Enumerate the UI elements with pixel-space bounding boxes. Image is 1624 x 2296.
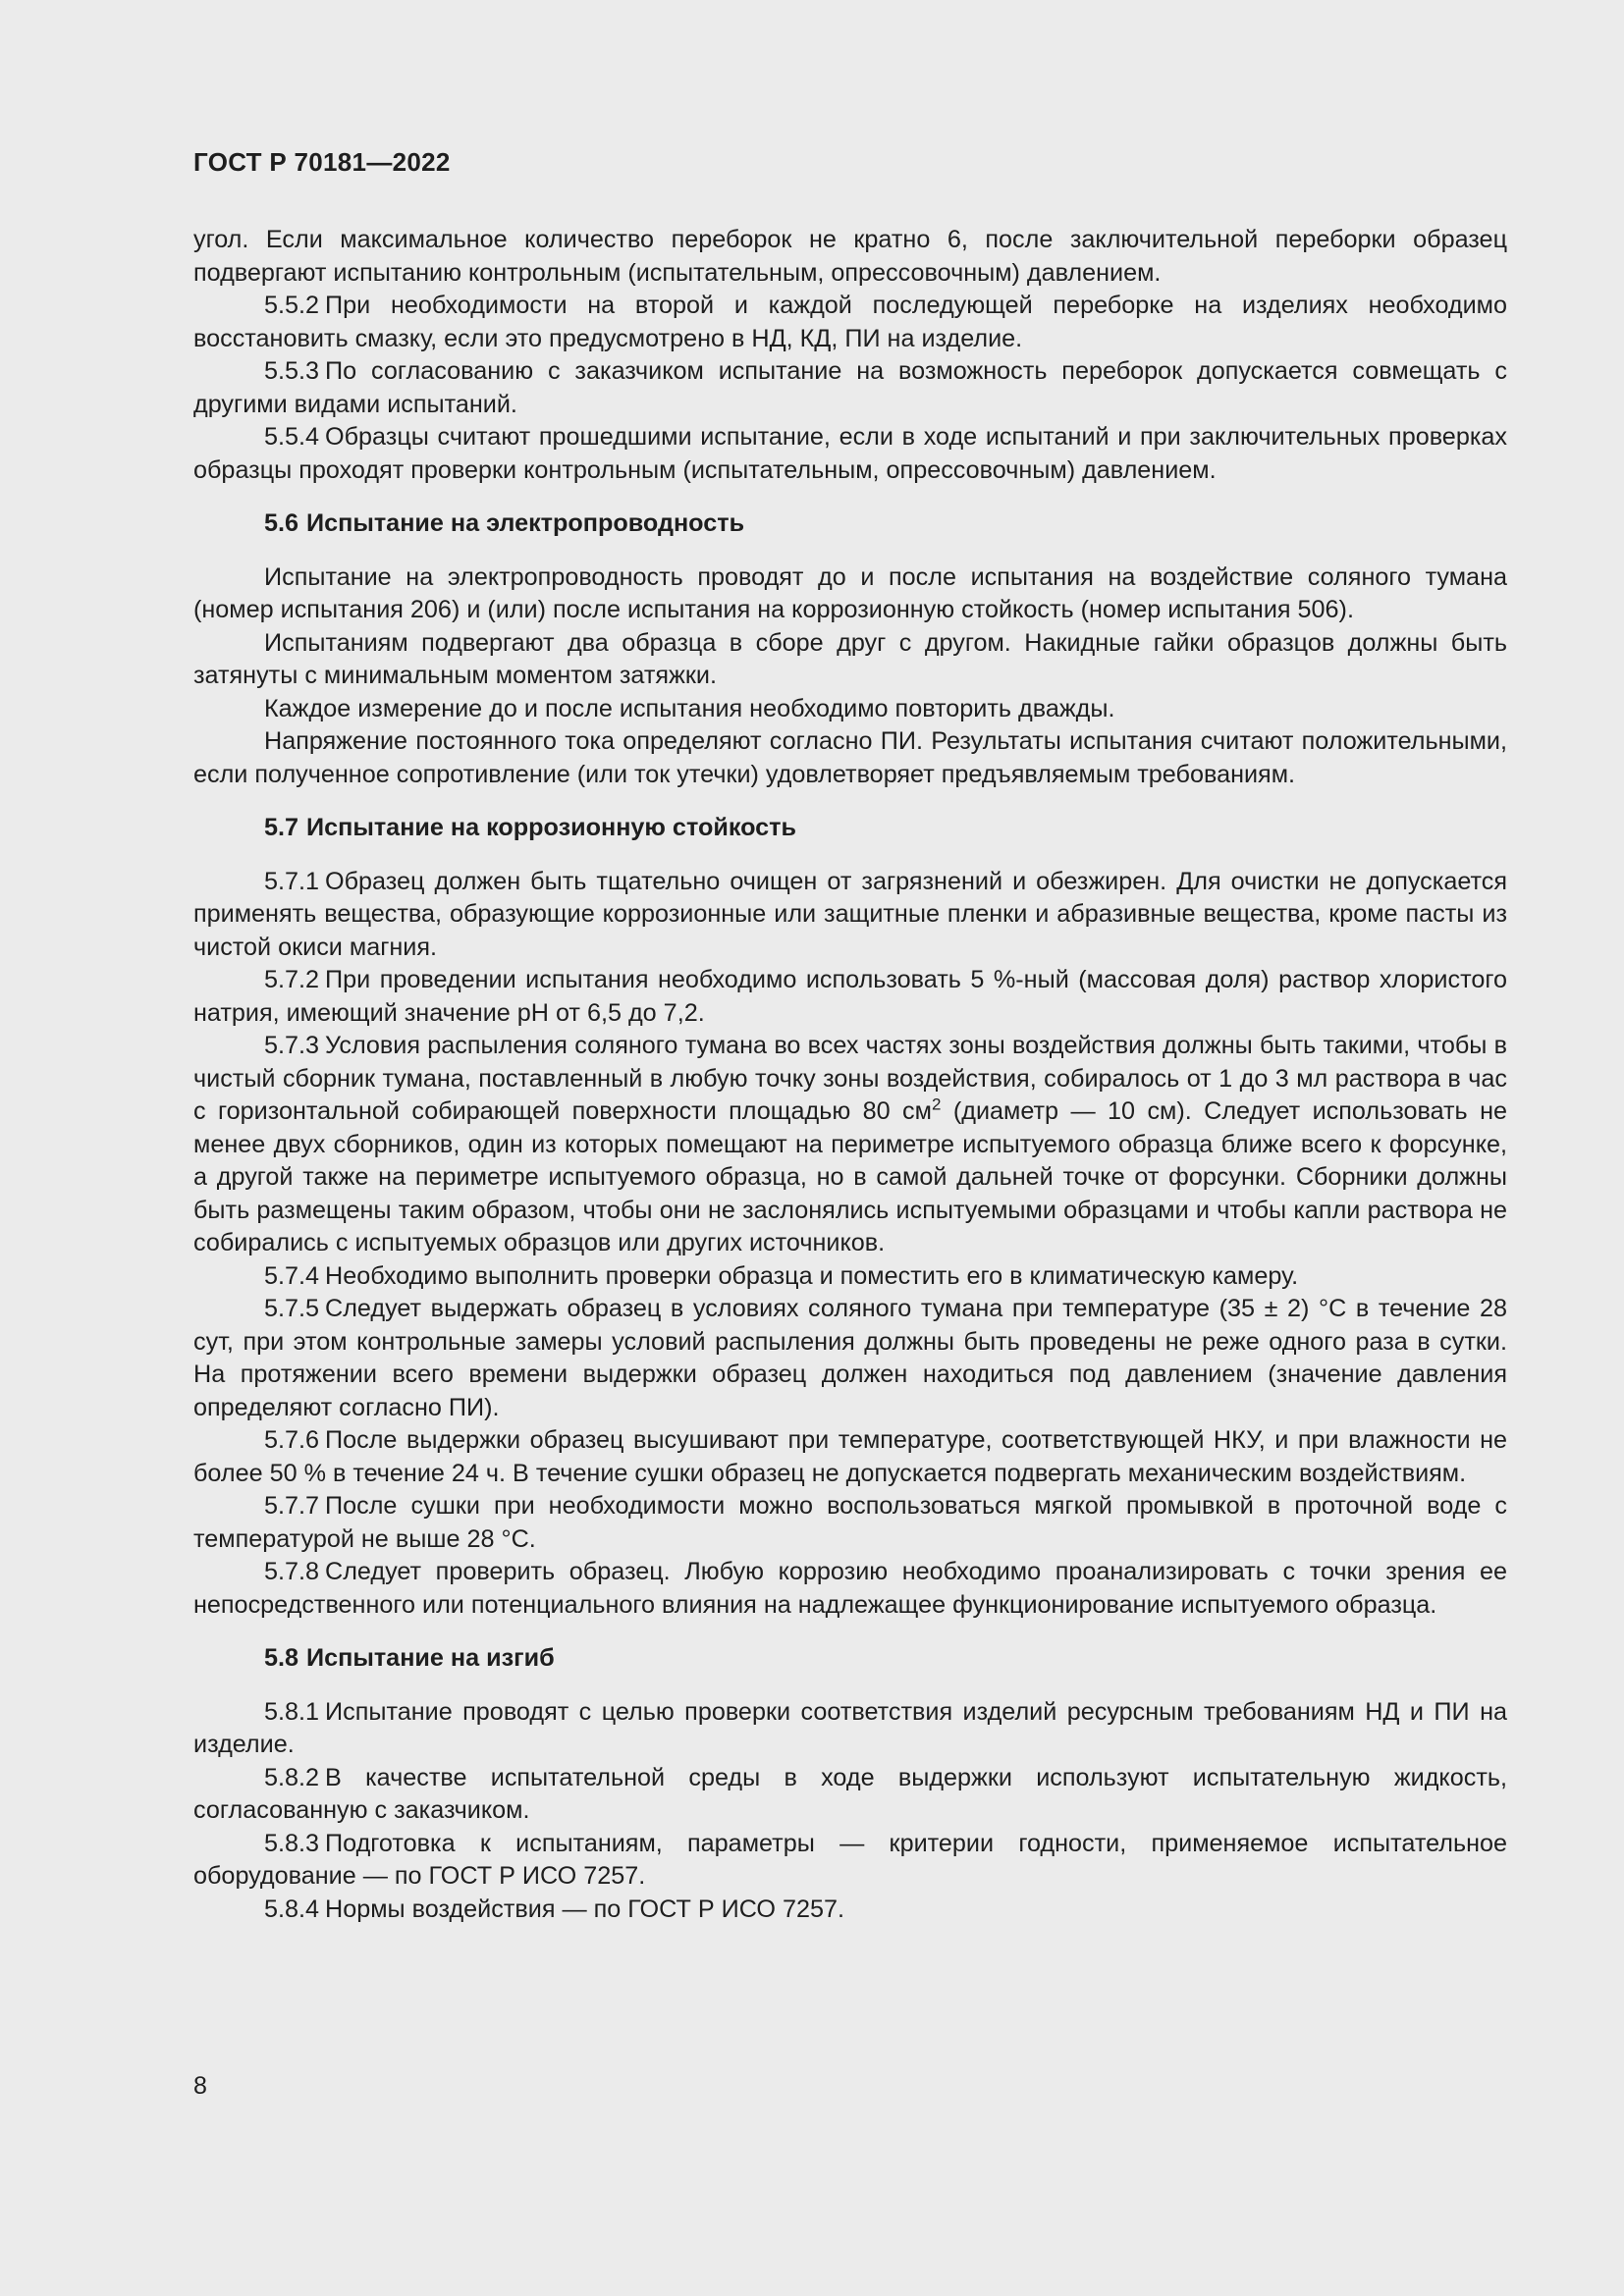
section-title: Испытание на коррозионную стойкость [306,814,796,841]
clause-5-8-1 [193,1696,1507,1762]
clause-text: Образец должен быть тщательно очищен от загрязнений и обезжирен. Для очистки не допускается применять вещества, образующие коррозионные или защитные пленки и абразивные вещества, кроме пасты из чистой окиси магния. [193,867,1507,961]
clause-number: 5.7.1 [264,867,320,895]
clause-number: 5.8.1 [264,1697,320,1726]
paragraph: Каждое измерение до и после испытания необходимо повторить дважды. [264,694,1115,722]
page-number: 8 [193,2072,207,2100]
clause-number: 5.7.6 [264,1426,320,1454]
clause-text: После сушки при необходимости можно воспользоваться мягкой промывкой в проточной воде с температурой не выше 28 °С. [193,1492,1507,1553]
clause-text: Испытание проводят с целью проверки соответствия изделий ресурсным требованиям НД и ПИ на изделие. [193,1697,1507,1758]
superscript: 2 [931,1095,942,1114]
clause-5-7-8 [193,1556,1507,1622]
clause-text: Следует проверить образец. Любую коррозию необходимо проанализировать с точки зрения ее непосредственного или потенциального влияния на надлежащее функционирование испытуемого образца. [193,1558,1507,1619]
document-code: ГОСТ Р 70181—2022 [193,147,451,177]
clause-number: 5.8.2 [264,1763,320,1791]
clause-number: 5.7.3 [264,1032,320,1059]
clause-5-5-4 [193,421,1507,487]
paragraph-continuation: угол. Если максимальное количество переборок не кратно 6, после заключительной переборки образец подвергают испытанию контрольным (испытательным, опрессовочным) давлением. [193,226,1507,287]
clause-text: Образцы считают прошедшими испытание, если в ходе испытаний и при заключительных проверках образцы проходят проверки контрольным (испытательным, опрессовочным) давлением. [193,423,1507,484]
clause-5-7-3 [193,1030,1507,1260]
clause-text: Нормы воздействия — по ГОСТ Р ИСО 7257. [325,1895,845,1923]
clause-text: (диаметр — 10 см). Следует использовать не менее двух сборников, один из которых помещают на периметре испытуемого образца ближе всего к форсунке, а другой также на периметре испытуемого образца, но в самой дальней точке от форсунки. Сборники должны быть размещены таким образом, чтобы они не заслонялись испытуемыми образцами и чтобы капли раствора не собирались с испытуемых образцов или других источников. [193,1097,1508,1256]
clause-number: 5.7.7 [264,1492,320,1520]
clause-5-8-2 [193,1762,1507,1828]
clause-text: Необходимо выполнить проверки образца и поместить его в климатическую камеру. [325,1261,1299,1290]
section-number: 5.8 [264,1644,299,1672]
clause-text: Следует выдержать образец в условиях соляного тумана при температуре (35 ± 2) °С в течение 28 сут, при этом контрольные замеры условий распыления должны быть проведены не реже одного раза в сутки. На протяжении всего времени выдержки образец должен находиться под давлением (значение давления определяют согласно ПИ). [193,1295,1507,1421]
section-title: Испытание на изгиб [306,1644,555,1672]
clause-text: Подготовка к испытаниям, параметры — критерии годности, применяемое испытательное оборудование — по ГОСТ Р ИСО 7257. [193,1829,1507,1890]
clause-number: 5.7.4 [264,1261,320,1290]
paragraph: Напряжение постоянного тока определяют согласно ПИ. Результаты испытания считают положительными, если полученное сопротивление (или ток утечки) удовлетворяет предъявляемым требованиям. [193,727,1507,788]
clause-number: 5.8.4 [264,1895,320,1923]
section-number: 5.6 [264,509,299,537]
paragraph: Испытаниям подвергают два образца в сборе друг с другом. Накидные гайки образцов должны быть затянуты с минимальным моментом затяжки. [193,628,1507,689]
clause-number: 5.7.5 [264,1295,320,1322]
clause-5-7-4 [193,1260,1507,1294]
clause-5-5-2 [193,290,1507,355]
clause-5-7-5 [193,1293,1507,1424]
clause-number: 5.5.2 [264,292,320,319]
clause-5-8-3 [193,1828,1507,1894]
section-number: 5.7 [264,814,299,841]
clause-number: 5.5.4 [264,423,320,451]
clause-5-8-4 [193,1894,1507,1927]
clause-number: 5.7.8 [264,1558,320,1585]
clause-number: 5.8.3 [264,1829,320,1857]
clause-5-7-1 [193,866,1507,965]
clause-text: После выдержки образец высушивают при температуре, соответствующей НКУ, и при влажности не более 50 % в течение 24 ч. В течение сушки образец не допускается подвергать механическим воздействиям. [193,1426,1507,1487]
paragraph: Испытание на электропроводность проводят до и после испытания на воздействие соляного тумана (номер испытания 206) и (или) после испытания на коррозионную стойкость (номер испытания 506). [193,562,1507,623]
clause-5-7-2 [193,964,1507,1030]
section-heading-5-6 [193,487,1507,561]
section-heading-5-7 [193,791,1507,866]
clause-number: 5.5.3 [264,357,320,385]
section-title: Испытание на электропроводность [306,509,745,537]
section-heading-5-8 [193,1622,1507,1696]
clause-text: При необходимости на второй и каждой последующей переборке на изделиях необходимо восстановить смазку, если это предусмотрено в НД, КД, ПИ на изделие. [193,292,1507,352]
page-content [193,224,1507,1926]
clause-5-7-7 [193,1490,1507,1556]
clause-text: Условия распыления соляного тумана во всех частях зоны воздействия должны быть такими, чтобы в чистый сборник тумана, поставленный в любую точку зоны воздействия, собиралось от 1 до 3 мл раствора в час с горизонтальной собирающей поверхности площадью 80 см [193,1032,1507,1125]
clause-text: По согласованию с заказчиком испытание на возможность переборок допускается совмещать с другими видами испытаний. [193,357,1507,418]
clause-5-7-6 [193,1424,1507,1490]
clause-text: При проведении испытания необходимо использовать 5 %-ный (массовая доля) раствор хлористого натрия, имеющий значение pH от 6,5 до 7,2. [193,966,1507,1027]
clause-text: В качестве испытательной среды в ходе выдержки используют испытательную жидкость, согласованную с заказчиком. [193,1763,1507,1824]
clause-number: 5.7.2 [264,966,320,993]
clause-5-5-3 [193,355,1507,421]
